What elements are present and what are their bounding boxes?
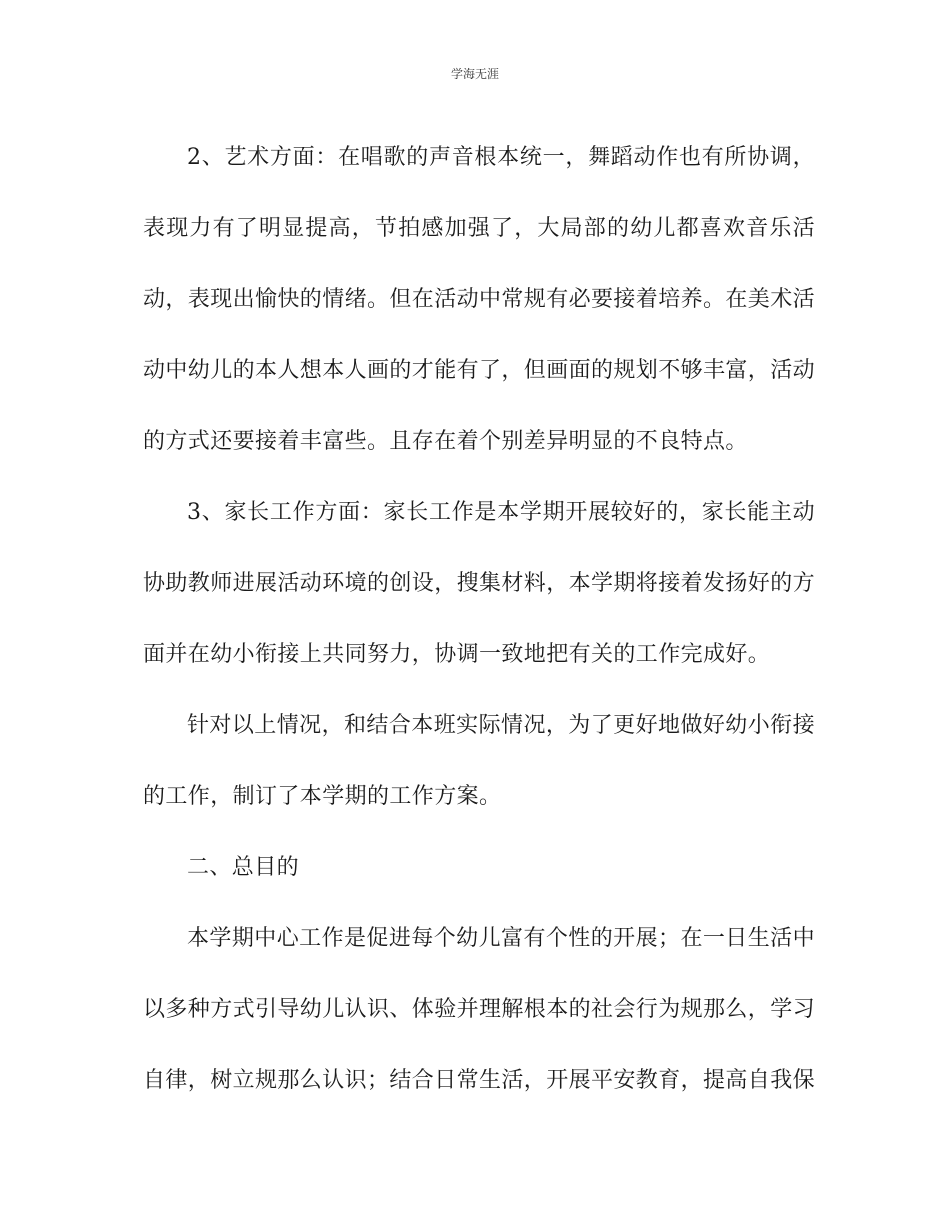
document-body [143,122,815,1116]
paragraph-art: 2、艺术方面：在唱歌的声音根本统一，舞蹈动作也有所协调，表现力有了明显提高，节拍感加强了，大局部的幼儿都喜欢音乐活动，表现出愉快的情绪。但在活动中常规有必要接着培养。在美术活动中幼儿的本人想本人画的才能有了，但画面的规划不够丰富，活动的方式还要接着丰富些。且存在着个别差异明显的不良特点。 [143,145,816,454]
paragraph-parent-work: 3、家长工作方面：家长工作是本学期开展较好的，家长能主动协助教师进展活动环境的创设，搜集材料，本学期将接着发扬好的方面并在幼小衔接上共同努力，协调一致地把有关的工作完成好。 [143,500,816,667]
section-heading-general-goal: 二、总目的 [187,855,300,880]
running-header: 学海无涯 [450,67,499,81]
paragraph-general-goal: 本学期中心工作是促进每个幼儿富有个性的开展；在一日生活中以多种方式引导幼儿认识、体验并理解根本的社会行为规那么，学习自律，树立规那么认识；结合日常生活，开展平安教育，提高自我保 [143,926,816,1093]
paragraph-plan-intro: 针对以上情况，和结合本班实际情况，为了更好地做好幼小衔接的工作，制订了本学期的工作方案。 [143,713,815,809]
